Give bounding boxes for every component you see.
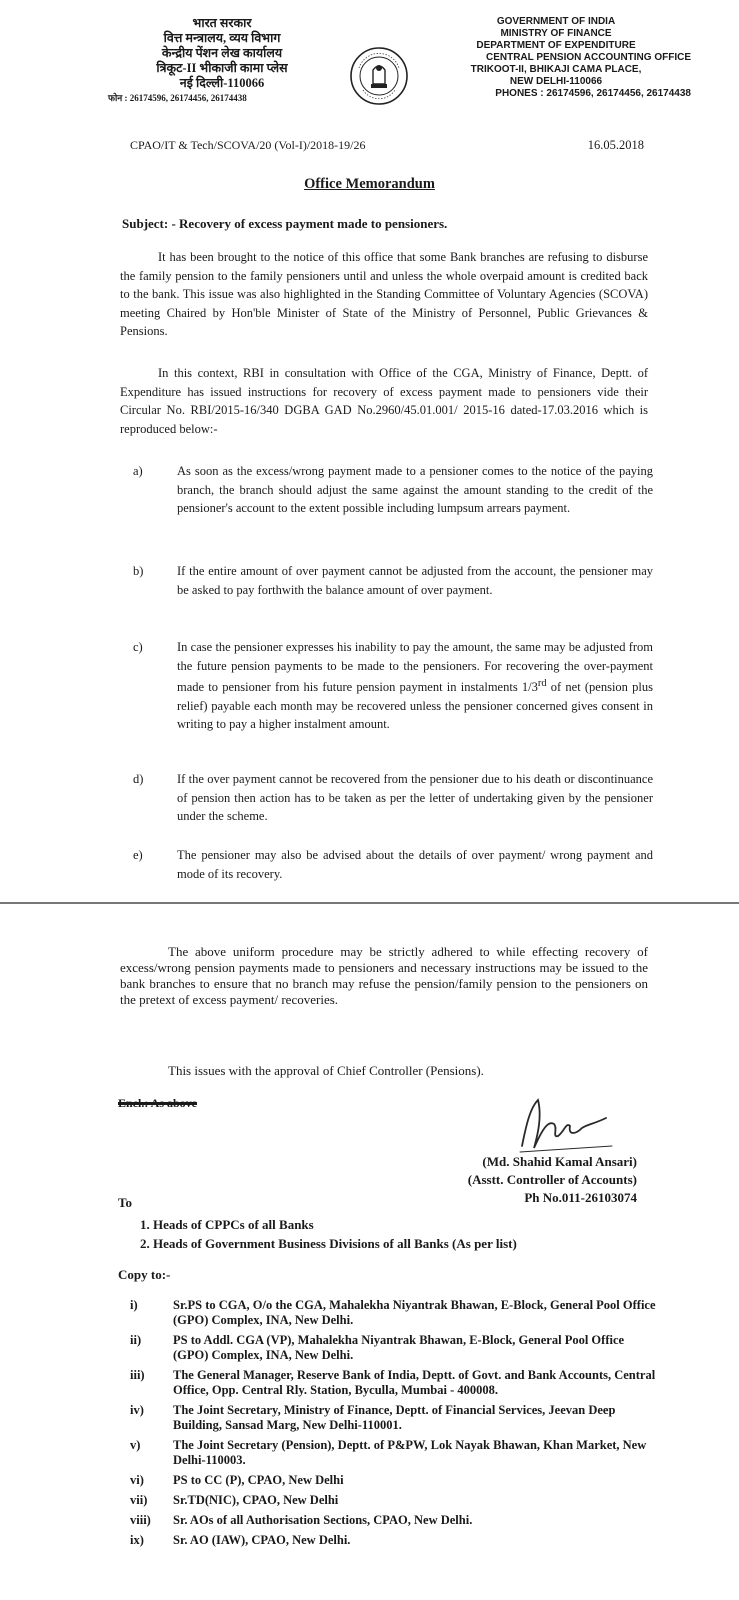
english-line-1: GOVERNMENT OF INDIA <box>496 16 616 27</box>
copy-text: The Joint Secretary, Ministry of Finance, Deptt. of Financial Services, Jeevan Deep Building, Sansad Marg, New Delhi-110001. <box>173 1403 616 1432</box>
copy-item <box>130 1493 660 1508</box>
hindi-phone: फोन : 26174596, 26174456, 26174438 <box>108 93 247 103</box>
list-label: c) <box>133 640 143 654</box>
hindi-line-2: वित्त मन्त्रालय, व्यय विभाग <box>163 31 281 45</box>
to-list <box>140 1215 517 1253</box>
list-text <box>177 638 653 734</box>
hindi-line-4: त्रिकूट-II भीकाजी कामा प्लेस <box>156 61 288 75</box>
hindi-line-1: भारत सरकार <box>192 16 252 30</box>
paragraph-procedure: The above uniform procedure may be strictly adhered to while effecting recovery of excess/wrong pension payments made to pensioners and necessary instructions may be issued to the bank branches to ensure that no branch may refuse the pension/family pension to the pensioners on the pretext of excess payment/ recoveries. <box>120 944 648 1007</box>
paragraph-context: In this context, RBI in consultation with Office of the CGA, Ministry of Finance, Deptt. of Expenditure has issued instructions for recovery of excess payment made to pensioners vide their Circular No. RBI/2015-16/340 DGBA GAD No.2960/45.01.001/ 2015-16 dated-17.03.2016 which is reproduced below:- <box>120 366 648 436</box>
copy-text: The General Manager, Reserve Bank of India, Deptt. of Govt. and Bank Accounts, Central Office, Opp. Central Rly. Station, Byculla, Mumbai - 400008. <box>173 1368 656 1397</box>
letterhead-english <box>421 16 691 100</box>
to-label: To <box>118 1195 132 1210</box>
reference-number: CPAO/IT & Tech/SCOVA/20 (Vol-I)/2018-19/26 <box>130 138 366 152</box>
copy-text: PS to CC (P), CPAO, New Delhi <box>173 1473 344 1487</box>
list-item-d <box>133 770 653 826</box>
copy-label: ii) <box>130 1333 142 1347</box>
copy-label: viii) <box>130 1513 151 1527</box>
copy-item <box>130 1438 660 1468</box>
copy-label: vi) <box>130 1473 144 1487</box>
copy-item <box>130 1403 660 1433</box>
list-text: The pensioner may also be advised about the details of over payment/ wrong payment and mode of its recovery. <box>177 848 653 881</box>
list-item-a <box>133 462 653 518</box>
list-label: b) <box>133 564 144 578</box>
copy-item <box>130 1513 660 1528</box>
to-item: 1. Heads of CPPCs of all Banks <box>140 1217 314 1232</box>
list-item-c <box>133 638 653 734</box>
copy-label: iii) <box>130 1368 145 1382</box>
paragraph-intro: It has been brought to the notice of this office that some Bank branches are refusing to disburse the family pension to the family pensioners until and unless the whole overpaid amount is credited back to the bank. This issue was also highlighted in the Standing Committee of Voluntary Agencies (SCOVA) meeting Chaired by Hon'ble Minister of State of the Ministry of Personnel, Public Grievances & Pensions. <box>120 250 648 338</box>
signatory-name: (Md. Shahid Kamal Ansari) <box>482 1154 637 1169</box>
list-text-part-1: In case the pensioner expresses his inability to pay the amount, the same may be adjusted from the future pension payments to be made to the pensioners. For recovering the over-payment made to pensioner from his future pension payment in instalments 1/3 <box>177 640 653 695</box>
list-text-part-2: of net (pension plus relief) payable each month may be recovered unless the pensioner concerned gives consent in writing to pay a higher instalment amount. <box>177 680 653 732</box>
english-line-2: MINISTRY OF FINANCE <box>500 28 612 39</box>
memo-title: Office Memorandum <box>304 176 435 192</box>
copy-item <box>130 1368 660 1398</box>
copy-label: iv) <box>130 1403 144 1417</box>
copy-text: Sr. AOs of all Authorisation Sections, CPAO, New Delhi. <box>173 1513 473 1527</box>
copy-label: v) <box>130 1438 141 1452</box>
hindi-line-3: केन्द्रीय पेंशन लेख कार्यालय <box>161 46 283 60</box>
signatory-block <box>468 1153 637 1207</box>
list-label: e) <box>133 848 143 862</box>
enclosure-struck: Encl.: As above <box>118 1096 198 1110</box>
copy-item <box>130 1333 660 1363</box>
copy-text: The Joint Secretary (Pension), Deptt. of P&PW, Lok Nayak Bhawan, Khan Market, New Delhi-110003. <box>173 1438 647 1467</box>
page-divider <box>0 902 739 904</box>
memo-date: 16.05.2018 <box>587 138 644 152</box>
english-line-3: DEPARTMENT OF EXPENDITURE <box>476 40 636 51</box>
copy-text: Sr.TD(NIC), CPAO, New Delhi <box>173 1493 339 1507</box>
signatory-designation: (Asstt. Controller of Accounts) <box>467 1172 637 1187</box>
list-item-e <box>133 846 653 883</box>
list-text: If the over payment cannot be recovered from the pensioner due to his death or discontinuance of pension then action has to be taken as per the letter of undertaking given by the pensioner under the scheme. <box>177 772 653 823</box>
copy-label: ix) <box>130 1533 144 1547</box>
list-text: As soon as the excess/wrong payment made to a pensioner comes to the notice of the paying branch, the branch should adjust the same against the amount standing to the credit of the pensioner's account to the extent possible including lumpsum arrears payment. <box>177 464 653 515</box>
copy-text: Sr.PS to CGA, O/o the CGA, Mahalekha Niyantrak Bhawan, E-Block, General Pool Office (GPO) Complex, INA, New Delhi. <box>173 1298 656 1327</box>
list-label: a) <box>133 464 143 478</box>
english-line-5: TRIKOOT-II, BHIKAJI CAMA PLACE, <box>470 64 642 75</box>
office-seal-icon <box>349 46 409 106</box>
handwritten-signature <box>508 1090 618 1160</box>
memo-subject: Subject: - Recovery of excess payment made to pensioners. <box>122 216 448 231</box>
copy-label: vii) <box>130 1493 148 1507</box>
list-label: d) <box>133 772 144 786</box>
english-line-6: NEW DELHI-110066 <box>509 76 603 87</box>
copy-item <box>130 1473 660 1488</box>
copy-label: i) <box>130 1298 138 1312</box>
copy-to-label: Copy to:- <box>118 1267 171 1282</box>
superscript-rd: rd <box>537 678 547 689</box>
copy-item <box>130 1533 660 1548</box>
list-text: If the entire amount of over payment cannot be adjusted from the account, the pensioner may be asked to pay forthwith the balance amount of over payment. <box>177 564 653 597</box>
approval-line: This issues with the approval of Chief Controller (Pensions). <box>168 1063 484 1078</box>
copy-text: PS to Addl. CGA (VP), Mahalekha Niyantrak Bhawan, E-Block, General Pool Office (GPO) Complex, INA, New Delhi. <box>173 1333 625 1362</box>
signatory-phone: Ph No.011-26103074 <box>524 1190 637 1205</box>
copy-item <box>130 1298 660 1328</box>
copy-to-list <box>130 1298 660 1553</box>
english-line-4: CENTRAL PENSION ACCOUNTING OFFICE <box>485 52 691 63</box>
letterhead-hindi <box>108 16 332 106</box>
english-phone: PHONES : 26174596, 26174456, 26174438 <box>495 88 691 99</box>
hindi-line-5: नई दिल्ली-110066 <box>179 76 265 90</box>
list-item-b <box>133 562 653 599</box>
copy-text: Sr. AO (IAW), CPAO, New Delhi. <box>173 1533 351 1547</box>
to-item: 2. Heads of Government Business Divisions of all Banks (As per list) <box>140 1236 517 1251</box>
